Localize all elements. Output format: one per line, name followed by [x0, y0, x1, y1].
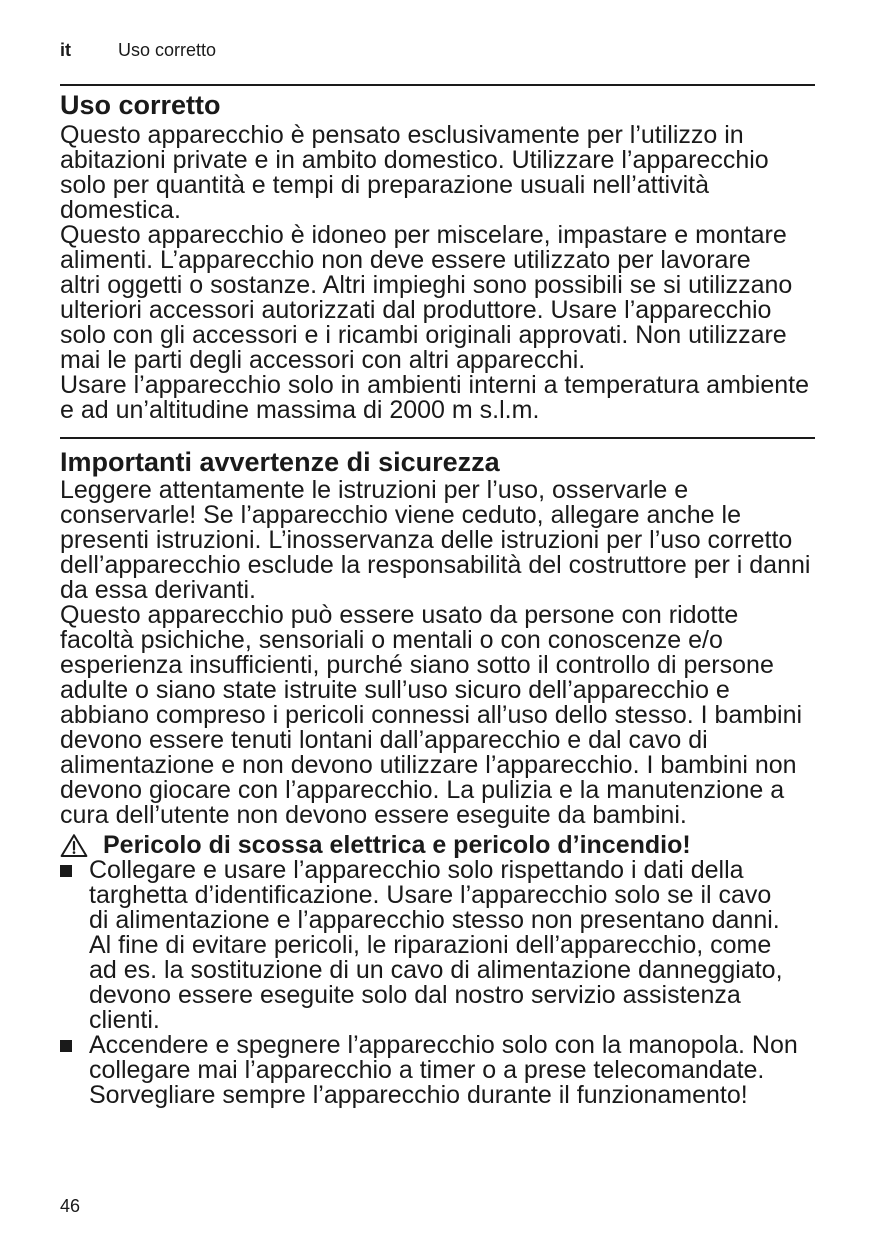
page-number: 46 — [60, 1196, 81, 1216]
paragraph-line: e ad un’altitudine massima di 2000 m s.l.m. — [60, 396, 540, 424]
section-title-uso-corretto: Uso corretto — [60, 90, 221, 120]
paragraph-line: Questo apparecchio è pensato esclusivamente per l’utilizzo in — [60, 121, 744, 149]
list-item-line: di alimentazione e l’apparecchio stesso non presentano danni. — [89, 906, 780, 934]
paragraph-line: devono essere tenuti lontani dall’apparecchio e dal cavo di — [60, 726, 708, 754]
paragraph-line: solo con gli accessori e i ricambi originali approvati. Non utilizzare — [60, 321, 787, 349]
list-item — [60, 858, 815, 1033]
section-title-sicurezza: Importanti avvertenze di sicurezza — [60, 447, 500, 477]
list-item-line: clienti. — [89, 1006, 160, 1034]
paragraph-line: abitazioni private e in ambito domestico. Utilizzare l’apparecchio — [60, 146, 769, 174]
list-item-line: Al fine di evitare pericoli, le riparazioni dell’apparecchio, come — [89, 931, 772, 959]
paragraph-line: alimentazione e non devono utilizzare l’apparecchio. I bambini non — [60, 751, 797, 779]
list-item-line: collegare mai l’apparecchio a timer o a prese telecomandate. — [89, 1056, 765, 1084]
paragraph-line: facoltà psichiche, sensoriali o mentali o con conoscenze e/o — [60, 626, 723, 654]
list-item-line: ad es. la sostituzione di un cavo di alimentazione danneggiato, — [89, 956, 783, 984]
warning-bullet-list — [60, 858, 815, 1108]
bullet-square-icon — [60, 1040, 72, 1052]
section-body-sicurezza — [60, 478, 815, 828]
paragraph-line: presenti istruzioni. L’inosservanza delle istruzioni per l’uso corretto — [60, 526, 793, 554]
list-item-line: Sorvegliare sempre l’apparecchio durante il funzionamento! — [89, 1081, 748, 1109]
list-item-line: Accendere e spegnere l’apparecchio solo con la manopola. Non — [89, 1031, 798, 1059]
paragraph-line: mai le parti degli accessori con altri apparecchi. — [60, 346, 586, 374]
paragraph-line: esperienza insufficienti, purché siano sotto il controllo di persone — [60, 651, 774, 679]
warning-heading — [60, 833, 815, 858]
list-item-line: devono essere eseguite solo dal nostro servizio assistenza — [89, 981, 741, 1009]
section-divider — [60, 84, 815, 86]
warning-triangle-icon — [60, 833, 88, 858]
list-item-line: Collegare e usare l’apparecchio solo rispettando i dati della — [89, 856, 744, 884]
paragraph-line: Questo apparecchio può essere usato da persone con ridotte — [60, 601, 739, 629]
paragraph — [60, 123, 815, 223]
paragraph — [60, 223, 815, 373]
section-body-uso-corretto — [60, 123, 815, 423]
paragraph-line: domestica. — [60, 196, 181, 224]
header-language: it — [60, 40, 71, 60]
paragraph-line: Usare l’apparecchio solo in ambienti interni a temperatura ambiente — [60, 371, 810, 399]
warning-title: Pericolo di scossa elettrica e pericolo d’incendio! — [103, 831, 691, 859]
paragraph-line: abbiano compreso i pericoli connessi all’uso dello stesso. I bambini — [60, 701, 803, 729]
paragraph-line: conservarle! Se l’apparecchio viene ceduto, allegare anche le — [60, 501, 741, 529]
paragraph — [60, 603, 815, 828]
list-item-line: targhetta d’identificazione. Usare l’apparecchio solo se il cavo — [89, 881, 772, 909]
list-item — [60, 1033, 815, 1108]
paragraph-line: altri oggetti o sostanze. Altri impieghi sono possibili se si utilizzano — [60, 271, 793, 299]
paragraph-line: Leggere attentamente le istruzioni per l’uso, osservarle e — [60, 476, 689, 504]
paragraph — [60, 478, 815, 603]
paragraph — [60, 373, 815, 423]
paragraph-line: Questo apparecchio è idoneo per miscelare, impastare e montare — [60, 221, 787, 249]
paragraph-line: dell’apparecchio esclude la responsabilità del costruttore per i danni — [60, 551, 811, 579]
paragraph-line: da essa derivanti. — [60, 576, 256, 604]
paragraph-line: adulte o siano state istruite sull’uso sicuro dell’apparecchio e — [60, 676, 730, 704]
paragraph-line: alimenti. L’apparecchio non deve essere utilizzato per lavorare — [60, 246, 751, 274]
paragraph-line: ulteriori accessori autorizzati dal produttore. Usare l’apparecchio — [60, 296, 772, 324]
paragraph-line: cura dell’utente non devono essere eseguite da bambini. — [60, 801, 687, 829]
paragraph-line: devono giocare con l’apparecchio. La pulizia e la manutenzione a — [60, 776, 785, 804]
paragraph-line: solo per quantità e tempi di preparazione usuali nell’attività — [60, 171, 709, 199]
section-divider — [60, 437, 815, 439]
bullet-square-icon — [60, 865, 72, 877]
header-chapter: Uso corretto — [118, 40, 217, 60]
